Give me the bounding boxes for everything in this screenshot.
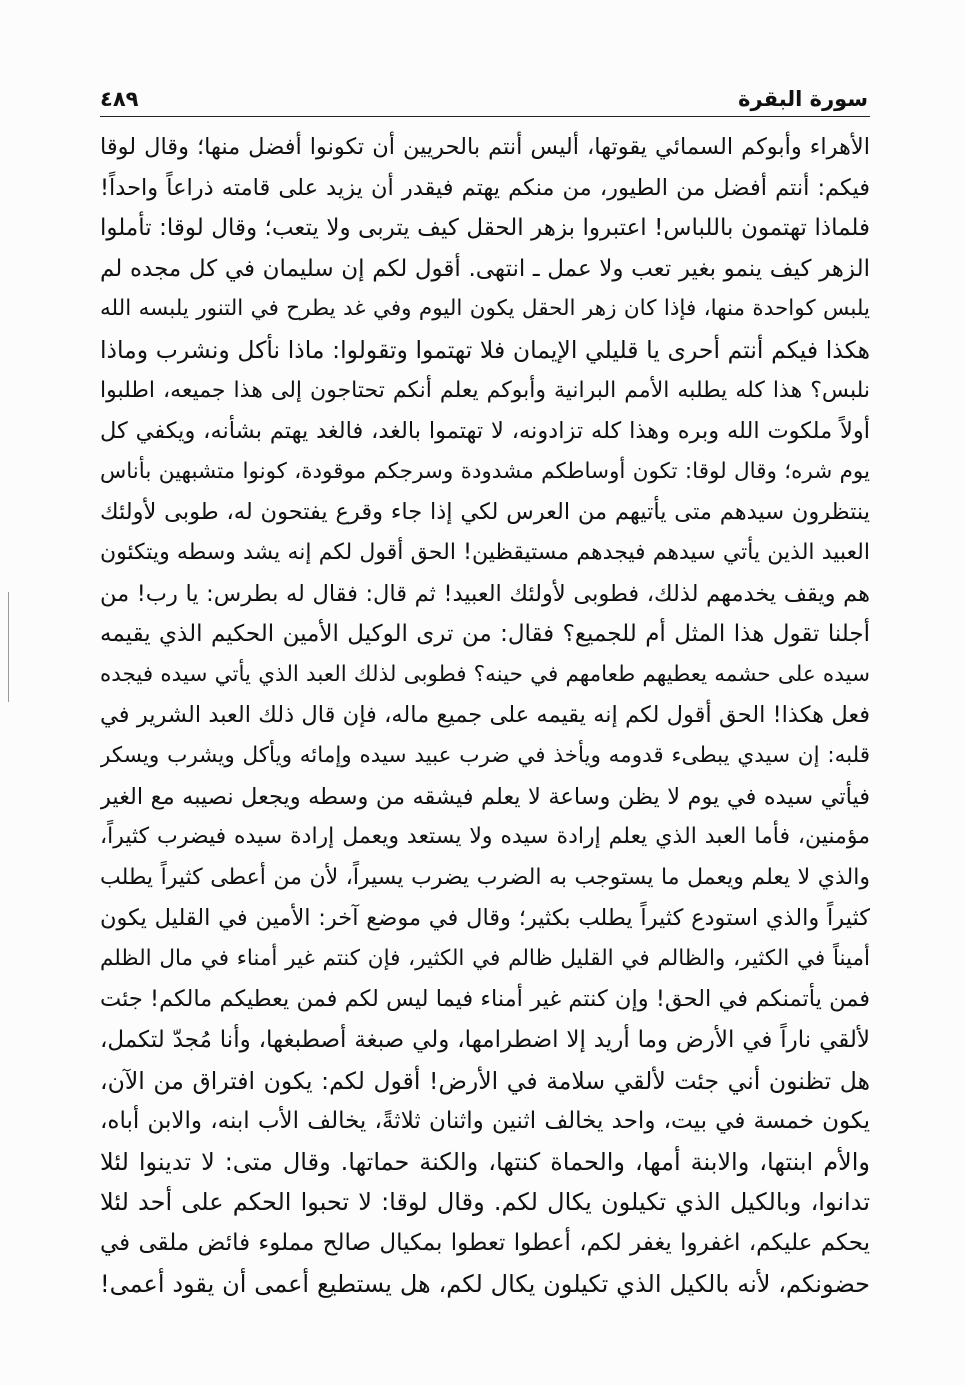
page-number: ٤٨٩ (100, 87, 139, 111)
text-line: فلماذا تهتمون باللباس! اعتبروا بزهر الحقل كيف يتربى ولا يتعب؛ وقال لوقا: تأملوا (100, 215, 870, 242)
text-line: أولاً ملكوت الله وبره وهذا كله تزادونه، لا تهتموا بالغد، فالغد يهتم بشأنه، ويكفي كل (100, 418, 870, 445)
text-line: مؤمنين، فأما العبد الذي يعلم إرادة سيده ولا يستعد ويعمل إرادة سيده فيضرب كثيراً، (100, 824, 870, 850)
text-line: يحكم عليكم، اغفروا يغفر لكم، أعطوا تعطوا بمكيال صالح مملوء فائض ملقى في (100, 1230, 870, 1257)
text-line: الأهراء وأبوكم السمائي يقوتها، أليس أنتم بالحريين أن تكونوا أفضل منها؛ وقال لوقا (100, 134, 870, 160)
text-line: قلبه: إن سيدي يبطىء قدومه ويأخذ في ضرب عبيد سيده وإمائه ويأكل ويشرب ويسكر (100, 742, 870, 768)
text-line: تدانوا، وبالكيل الذي تكيلون يكال لكم. وقال لوقا: لا تحبوا الحكم على أحد لئلا (100, 1188, 870, 1217)
text-line: أجلنا تقول هذا المثل أم للجميع؟ فقال: من ترى الوكيل الأمين الحكيم الذي يقيمه (100, 621, 870, 648)
text-line: ينتظرون سيدهم متى يأتيهم من العرس لكي إذا جاء وقرع يفتحون له، طوبى لأولئك (100, 499, 870, 526)
text-line: أميناً في الكثير، والظالم في القليل ظالم في الكثير، فإن كنتم غير أمناء في مال الظلم (100, 945, 870, 971)
text-line: يوم شره؛ وقال لوقا: تكون أوساطكم مشدودة وسرجكم موقودة، كونوا متشبهين بأناس (100, 458, 870, 484)
text-line: الزهر كيف ينمو بغير تعب ولا عمل ـ انتهى. أقول لكم إن سليمان في كل مجده لم (100, 255, 870, 282)
text-line: سيده على حشمه يعطيهم طعامهم في حينه؟ فطوبى لذلك العبد الذي يأتي سيده فيجده (100, 661, 870, 687)
text-line: هم ويقف يخدمهم لذلك، فطوبى لأولئك العبيد! ثم قال: فقال له بطرس: يا رب! من (100, 580, 870, 607)
text-line: والذي لا يعلم ويعمل ما يستوجب به الضرب يضرب يسيراً، لأن من أعطى كثيراً يطلب (100, 864, 870, 890)
text-line: هكذا فيكم أنتم أحرى يا قليلي الإيمان فلا تهتموا وتقولوا: ماذا نأكل ونشرب وماذا (100, 335, 870, 364)
text-line: فيأتي سيده في يوم لا يظن وساعة لا يعلم فيشقه من وسطه ويجعل نصيبه مع الغير (100, 783, 870, 810)
text-line: فيكم: أنتم أفضل من الطيور، من منكم يهتم فيقدر أن يزيد على قامته ذراعاً واحداً! (100, 174, 870, 201)
text-line: فعل هكذا! الحق أقول لكم إنه يقيمه على جميع ماله، فإن قال ذلك العبد الشرير في (100, 702, 870, 729)
text-line: يلبس كواحدة منها، فإذا كان زهر الحقل يكون اليوم وفي غد يطرح في التنور يلبسه الله (100, 296, 870, 322)
running-title: سورة البقرة (738, 87, 868, 111)
text-line: يكون خمسة في بيت، واحد يخالف اثنين واثنان ثلاثةً، يخالف الأب ابنه، والابن أباه، (100, 1108, 870, 1135)
header-rule (100, 116, 870, 117)
text-line: حضونكم، لأنه بالكيل الذي تكيلون يكال لكم، هل يستطيع أعمى أن يقود أعمى! (100, 1269, 870, 1298)
text-line: والأم ابنتها، والابنة أمها، والحماة كنتها، والكنة حماتها. وقال متى: لا تدينوا لئلا (100, 1147, 870, 1176)
text-line: لألقي ناراً في الأرض وما أريد إلا اضطرامها، ولي صبغة أصطبغها، وأنا مُجدّ لتكمل، (100, 1027, 870, 1054)
text-line: فمن يأتمنكم في الحق! وإن كنتم غير أمناء فيما ليس لكم فمن يعطيكم مالكم! جئت (100, 986, 870, 1013)
text-line: هل تظنون أني جئت لألقي سلامة في الأرض! أقول لكم: يكون افتراق من الآن، (100, 1066, 870, 1095)
body-text (100, 127, 870, 1304)
text-line: نلبس؟ هذا كله يطلبه الأمم البرانية وأبوكم يعلم أنكم تحتاجون إلى هذا جميعه، اطلبوا (100, 377, 870, 403)
text-line: العبيد الذين يأتي سيدهم فيجدهم مستيقظين! الحق أقول لكم إنه يشد وسطه ويتكئون (100, 539, 870, 565)
text-line: كثيراً والذي استودع كثيراً يطلب بكثير؛ وقال في موضع آخر: الأمين في القليل يكون (100, 905, 870, 932)
scan-artifact-line (8, 592, 9, 702)
